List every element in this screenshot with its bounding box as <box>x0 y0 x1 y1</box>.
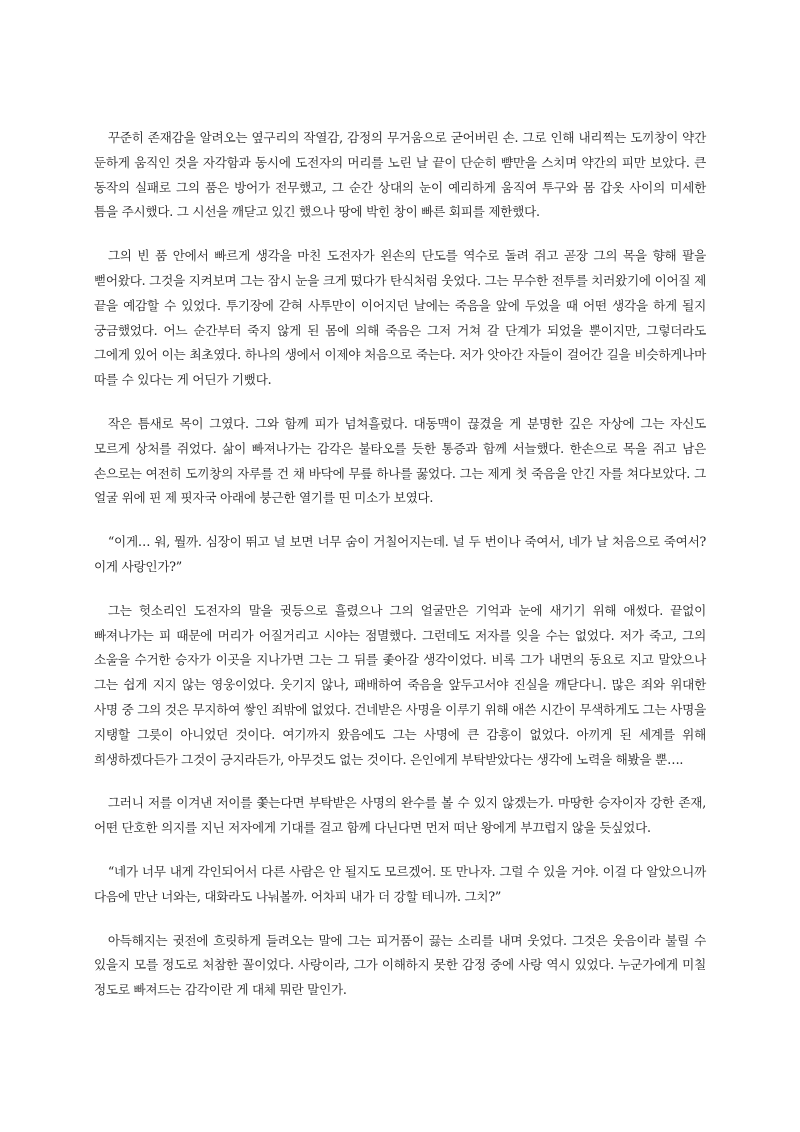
paragraph-6: 그러니 저를 이겨낸 저이를 쫓는다면 부탁받은 사명의 완수를 볼 수 있지 않겠는가. 마땅한 승자이자 강한 존재, 어떤 단호한 의지를 지닌 저자에게 기대를 걸고 함께 다닌다면 먼저 떠난 왕에게 부끄럽지 않을 듯싶었다. <box>94 795 706 836</box>
paragraph-4-dialogue: “이게… 워, 뭘까. 심장이 뛰고 널 보면 너무 숨이 거칠어지는데. 널 두 번이나 죽여서, 네가 날 처음으로 죽여서? 이게 사랑인가?” <box>94 534 706 574</box>
paragraph-3: 작은 틈새로 목이 그였다. 그와 함께 피가 넘쳐흘렀다. 대동맥이 끊겼을 게 분명한 깊은 자상에 그는 자신도 모르게 상처를 쥐었다. 삶이 빠져나가는 감각은 불타오를 듯한 통증과 함께 서늘했다. 한손으로 목을 쥐고 남은 손으로는 여전히 도끼창의 자루를 건 채 바닥에 무릎 하나를 꿇었다. 그는 제게 첫 죽음을 안긴 자를 쳐다보았다. 그 얼굴 위에 핀 제 핏자국 아래에 붕근한 열기를 띤 미소가 보였다. <box>94 415 706 506</box>
document-page <box>94 126 706 1022</box>
paragraph-1: 꾸준히 존재감을 알려오는 옆구리의 작열감, 감정의 무거움으로 굳어버린 손. 그로 인해 내리찍는 도끼창이 약간 둔하게 움직인 것을 자각함과 동시에 도전자의 머리를 노린 날 끝이 단순히 뺨만을 스치며 약간의 피만 보았다. 큰 동작의 실패로 그의 품은 방어가 전무했고, 그 순간 상대의 눈이 예리하게 움직여 투구와 몸 갑옷 사이의 미세한 틈을 주시했다. 그 시선을 깨닫고 있긴 했으나 땅에 박힌 창이 빠른 회피를 제한했다. <box>94 130 706 220</box>
paragraph-8: 아득해지는 귓전에 흐릿하게 들려오는 말에 그는 피거품이 끓는 소리를 내며 웃었다. 그것은 웃음이라 불릴 수 있을지 모를 정도로 처참한 꼴이었다. 사랑이라, 그가 이해하지 못한 감정 중에 사랑 역시 있었다. 누군가에게 미칠 정도로 빠져드는 감각이란 게 대체 뭐란 말인가. <box>94 932 706 998</box>
paragraph-7-dialogue: “네가 너무 내게 각인되어서 다른 사람은 안 될지도 모르겠어. 또 만나자. 그럴 수 있을 거야. 이걸 다 알았으니까 다음에 만난 너와는, 대화라도 나눠볼까. 어차피 내가 더 강할 테니까. 그치?” <box>94 863 706 904</box>
paragraph-2: 그의 빈 품 안에서 빠르게 생각을 마친 도전자가 왼손의 단도를 역수로 돌려 쥐고 곧장 그의 목을 향해 팔을 뻗어왔다. 그것을 지켜보며 그는 잠시 눈을 크게 떴다가 탄식처럼 웃었다. 그는 무수한 전투를 치러왔기에 이어질 제 끝을 예감할 수 있었다. 투기장에 갇혀 사투만이 이어지던 날에는 죽음을 앞에 두었을 때 어떤 생각을 하게 될지 궁금했었다. 어느 순간부터 죽지 않게 된 몸에 의해 죽음은 그저 거쳐 갈 단계가 되었을 뿐이지만, 그렇더라도 그에게 있어 이는 최초였다. 하나의 생에서 이제야 처음으로 죽는다. 저가 앗아간 자들이 걸어간 길을 비슷하게나마 따를 수 있다는 게 어딘가 기뻤다. <box>94 248 706 388</box>
paragraph-5: 그는 헛소리인 도전자의 말을 귓등으로 흘렸으나 그의 얼굴만은 기억과 눈에 새기기 위해 애썼다. 끝없이 빠져나가는 피 때문에 머리가 어질거리고 시야는 점멸했다. 그런데도 저자를 잊을 수는 없었다. 저가 죽고, 그의 소울을 수거한 승자가 이곳을 지나가면 그는 그 뒤를 좇아갈 생각이었다. 비록 그가 내면의 동요로 지고 말았으나 그는 쉽게 지지 않는 영웅이었다. 웃기지 않나, 패배하여 죽음을 앞두고서야 진실을 깨닫다니. 많은 죄와 위대한 사명 중 그의 것은 무지하여 쌓인 죄밖에 없었다. 건네받은 사명을 이루기 위해 애쓴 시간이 무색하게도 그는 사명을 지탱할 그릇이 아니었던 것이다. 여기까지 왔음에도 그는 사명에 큰 감흥이 없었다. 아끼게 된 세계를 위해 희생하겠다든가 그것이 긍지라든가, 아무것도 없는 것이다. 은인에게 부탁받았다는 생각에 노력을 해봤을 뿐…. <box>94 602 706 767</box>
